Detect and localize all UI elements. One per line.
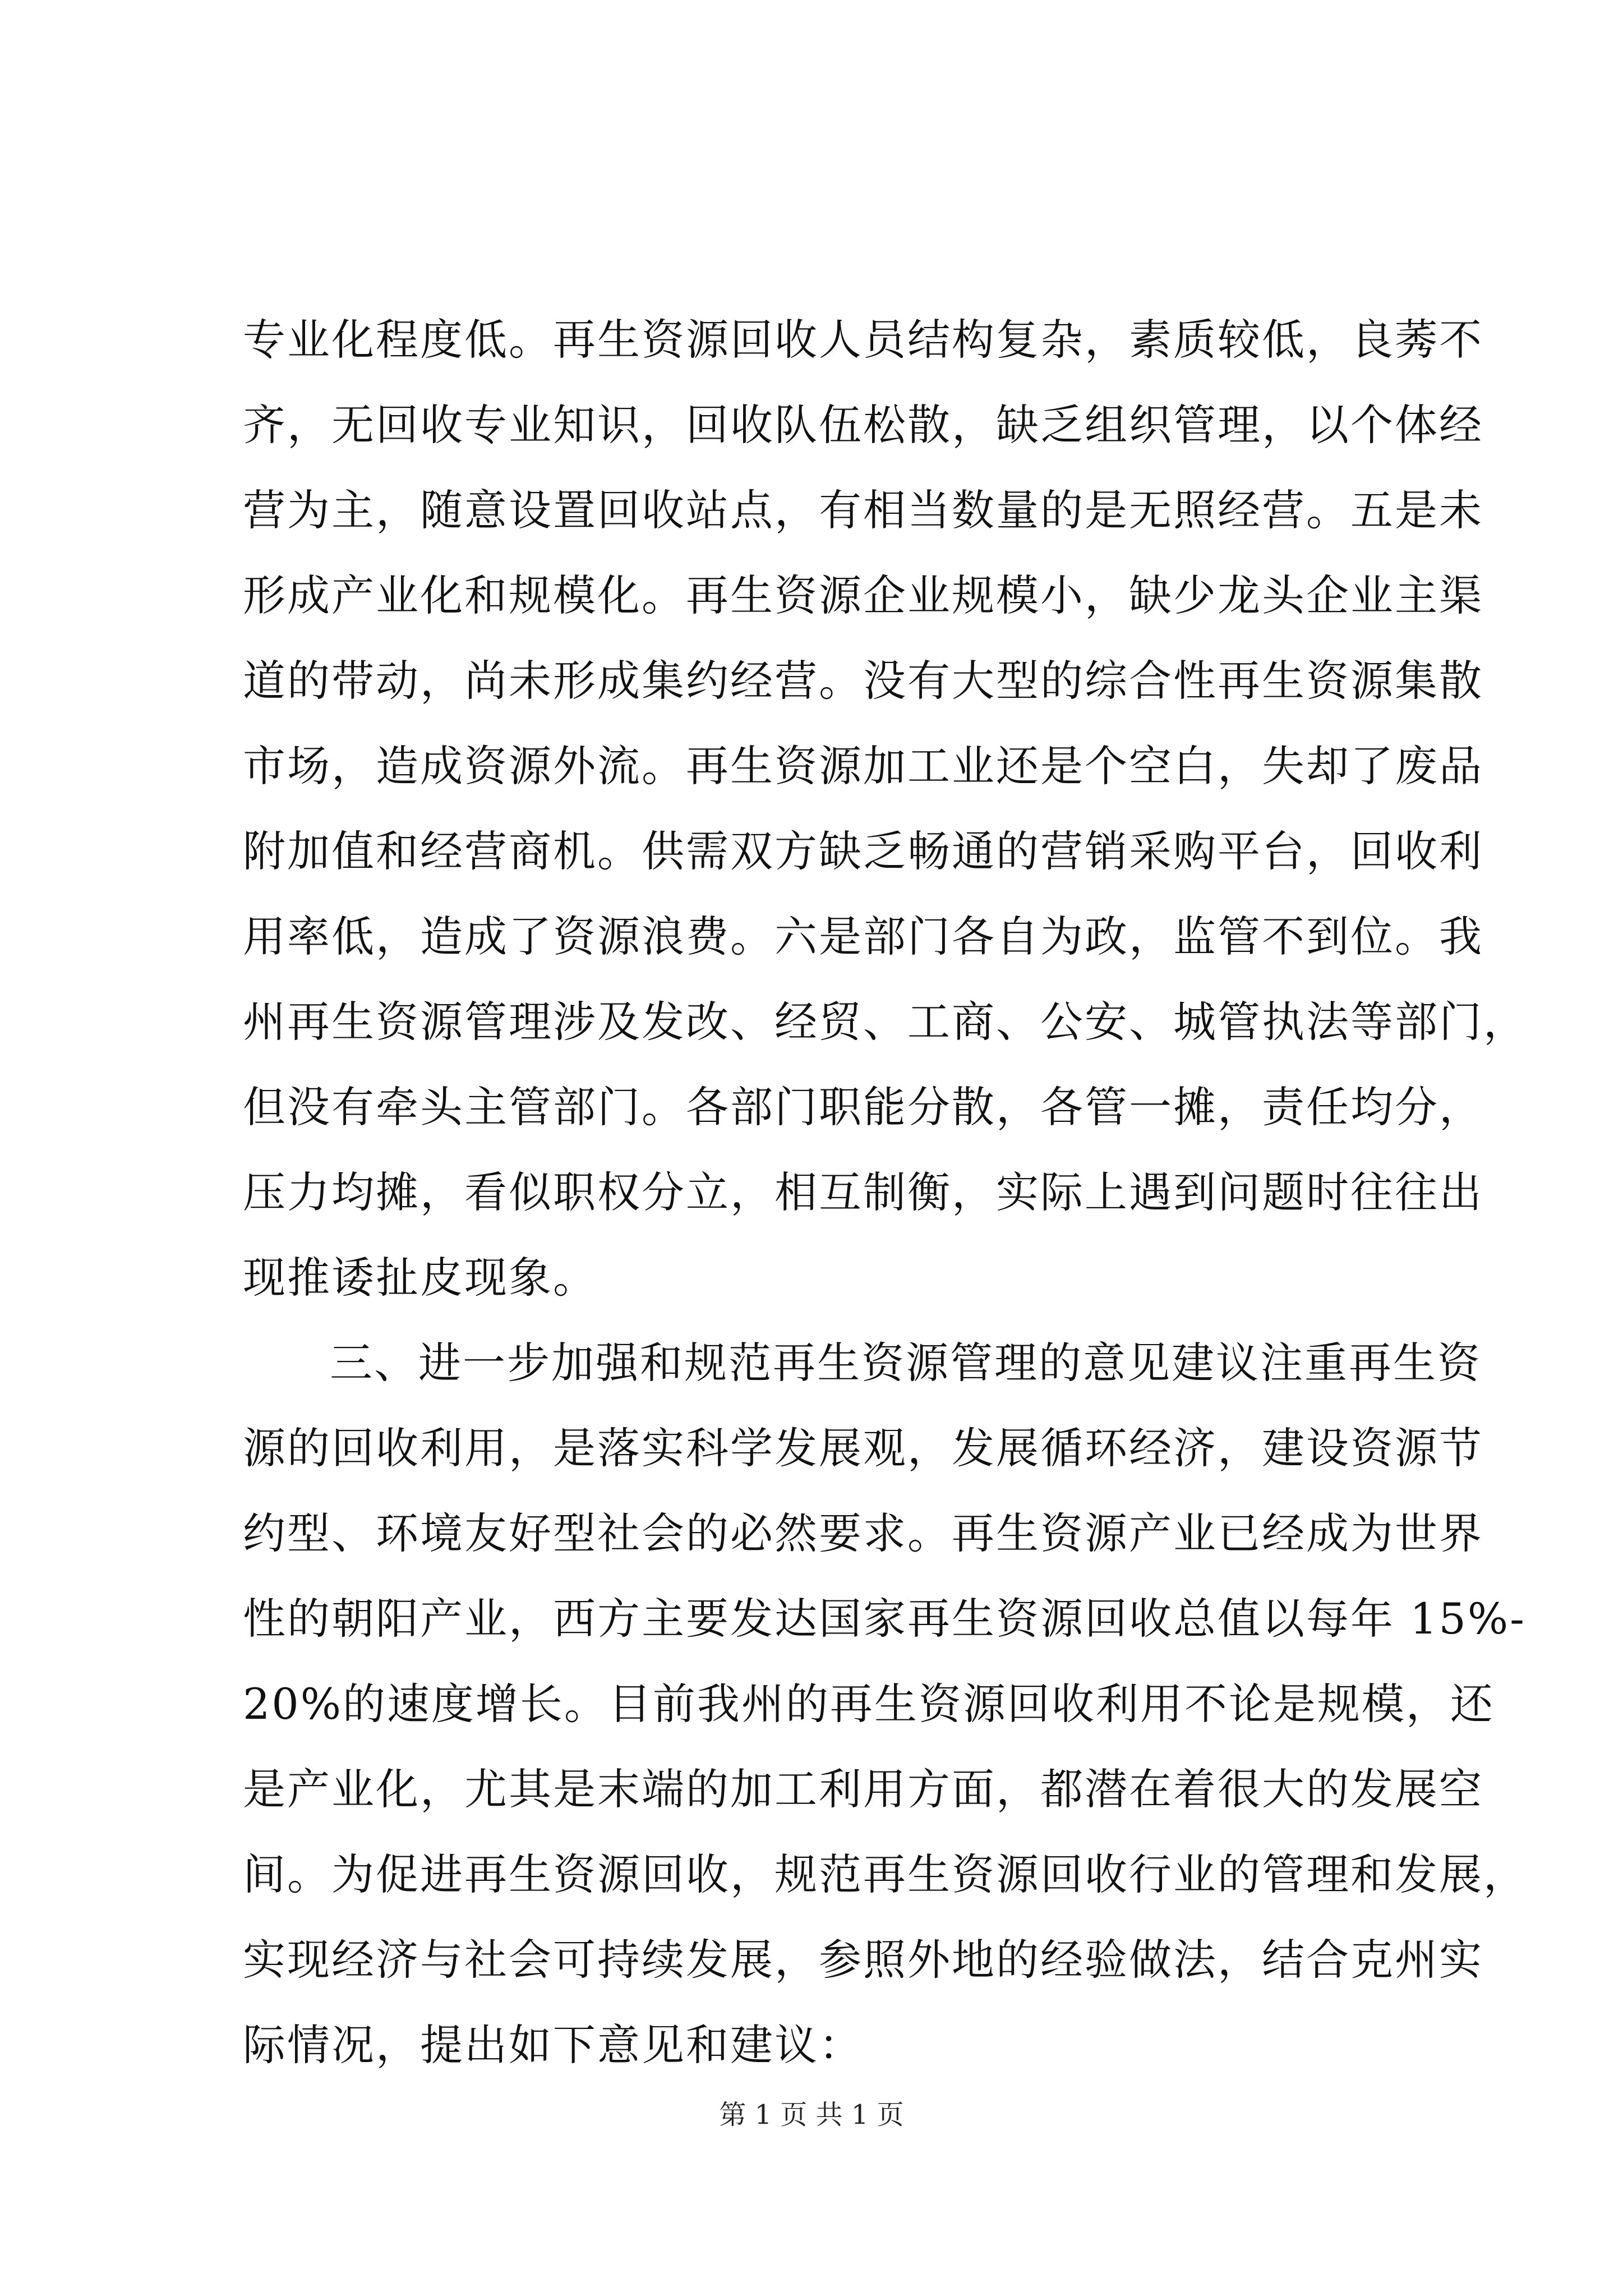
body-text <box>243 297 1528 2088</box>
text-line: 附加值和经营商机。供需双方缺乏畅通的营销采购平台，回收利 <box>243 826 1483 876</box>
text-line: 压力均摊，看似职权分立，相互制衡，实际上遇到问题时往往出 <box>243 1167 1483 1217</box>
text-line: 际情况，提出如下意见和建议： <box>243 2020 863 2070</box>
text-line: 营为主，随意设置回收站点，有相当数量的是无照经营。五是未 <box>243 485 1483 535</box>
text-line: 源的回收利用，是落实科学发展观，发展循环经济，建设资源节 <box>243 1423 1483 1473</box>
text-line: 三、进一步加强和规范再生资源管理的意见建议注重再生资 <box>330 1338 1482 1388</box>
text-line: 齐，无回收专业知识，回收队伍松散，缺乏组织管理，以个体经 <box>243 400 1483 450</box>
text-line: 形成产业化和规模化。再生资源企业规模小，缺少龙头企业主渠 <box>243 570 1483 620</box>
text-line: 是产业化，尤其是末端的加工利用方面，都潜在着很大的发展空 <box>243 1764 1483 1814</box>
text-line: 用率低，造成了资源浪费。六是部门各自为政，监管不到位。我 <box>243 912 1483 961</box>
text-line: 性的朝阳产业，西方主要发达国家再生资源回收总值以每年 15%- <box>243 1594 1526 1644</box>
text-line: 20%的速度增长。目前我州的再生资源回收利用不论是规模，还 <box>243 1679 1495 1729</box>
text-line: 间。为促进再生资源回收，规范再生资源回收行业的管理和发展， <box>243 1849 1528 1899</box>
text-line: 专业化程度低。再生资源回收人员结构复杂，素质较低，良莠不 <box>243 315 1483 365</box>
text-line: 道的带动，尚未形成集约经营。没有大型的综合性再生资源集散 <box>243 656 1483 706</box>
text-line: 州再生资源管理涉及发改、经贸、工商、公安、城管执法等部门， <box>243 997 1528 1047</box>
paragraph-1 <box>243 297 1528 1320</box>
text-line: 约型、环境友好型社会的必然要求。再生资源产业已经成为世界 <box>243 1508 1483 1558</box>
paragraph-2 <box>243 1320 1528 2088</box>
text-line: 市场，造成资源外流。再生资源加工业还是个空白，失却了废品 <box>243 741 1483 791</box>
text-line: 实现经济与社会可持续发展，参照外地的经验做法，结合克州实 <box>243 1935 1483 1985</box>
page-number-label: 第 1 页 共 1 页 <box>719 2099 904 2131</box>
text-line: 现推诿扯皮现象。 <box>243 1253 597 1303</box>
page-footer <box>0 2098 1623 2132</box>
text-line: 但没有牵头主管部门。各部门职能分散，各管一摊，责任均分， <box>243 1082 1483 1132</box>
